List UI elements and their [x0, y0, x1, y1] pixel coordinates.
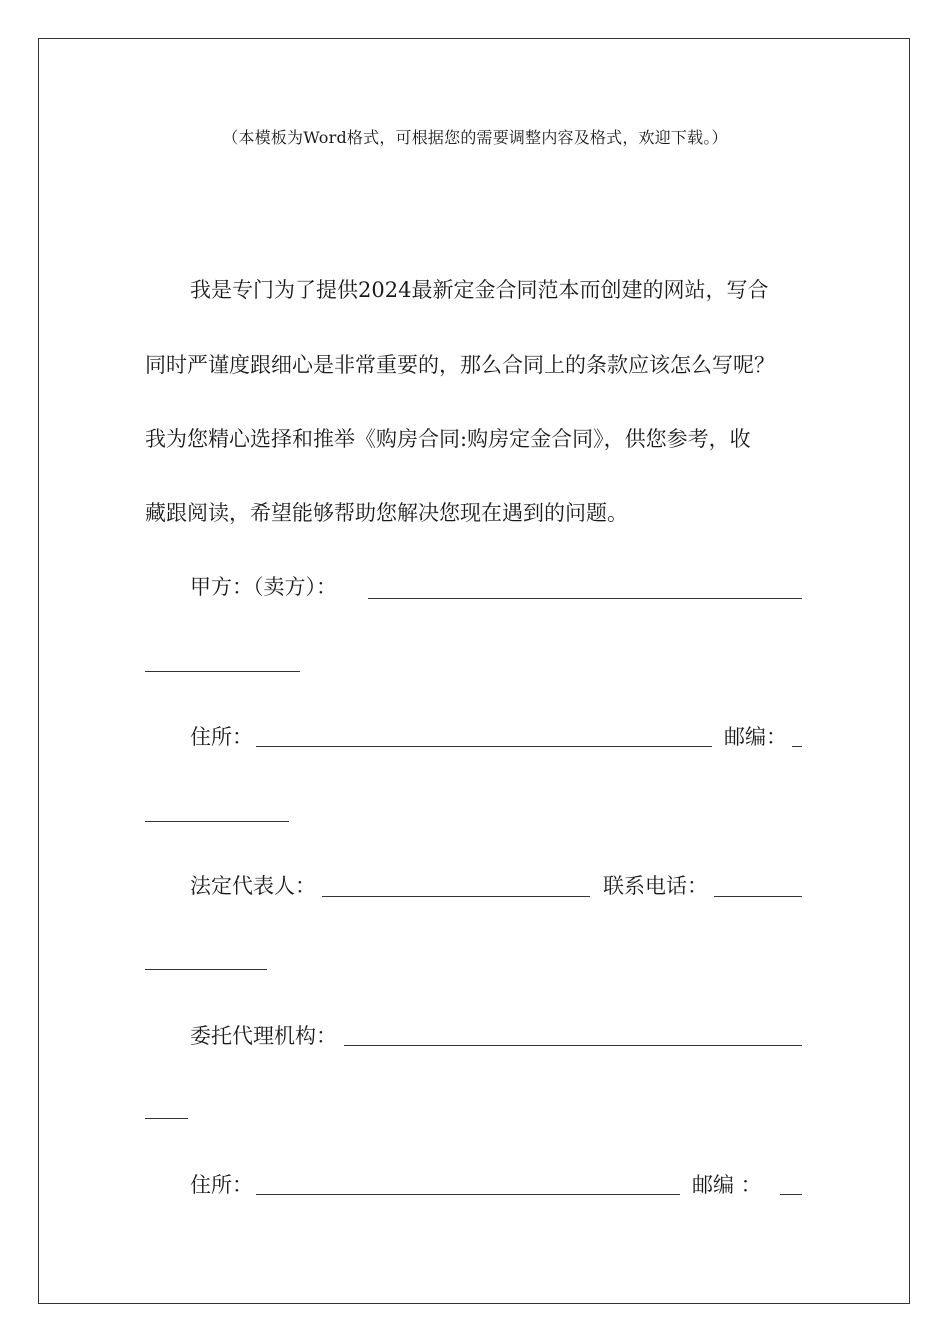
intro-line-4: 藏跟阅读，希望能够帮助您解决您现在遇到的问题。	[145, 501, 628, 525]
agent-address-label: 住所：	[190, 1173, 253, 1197]
seller-name-blank-cont[interactable]	[145, 671, 300, 672]
seller-label: 甲方：（卖方）：	[190, 575, 337, 599]
agent-blank-cont[interactable]	[145, 1118, 188, 1119]
intro-line-3: 我为您精心选择和推举《购房合同:购房定金合同》，供您参考，收	[145, 427, 751, 451]
seller-name-blank[interactable]	[368, 598, 802, 599]
intro-line-2: 同时严谨度跟细心是非常重要的，那么合同上的条款应该怎么写呢？	[145, 353, 775, 377]
template-note: （本模板为Word格式，可根据您的需要调整内容及格式，欢迎下载。）	[222, 128, 728, 147]
agent-postcode-label: 邮编 ：	[692, 1173, 762, 1197]
seller-address-blank[interactable]	[256, 746, 712, 747]
intro-line-1: 我是专门为了提供2024最新定金合同范本而创建的网站，写合	[190, 278, 769, 302]
legal-rep-blank[interactable]	[322, 896, 590, 897]
phone-blank-cont[interactable]	[145, 969, 267, 970]
agent-blank[interactable]	[344, 1045, 802, 1046]
agent-label: 委托代理机构：	[190, 1024, 337, 1048]
legal-rep-label: 法定代表人：	[190, 874, 316, 898]
seller-postcode-blank[interactable]	[792, 746, 802, 747]
agent-postcode-blank[interactable]	[780, 1194, 802, 1195]
agent-address-blank[interactable]	[256, 1194, 680, 1195]
seller-postcode-blank-cont[interactable]	[145, 821, 289, 822]
seller-address-label: 住所：	[190, 725, 253, 749]
phone-blank[interactable]	[714, 896, 802, 897]
seller-postcode-label: 邮编：	[724, 725, 787, 749]
phone-label: 联系电话：	[603, 874, 708, 898]
